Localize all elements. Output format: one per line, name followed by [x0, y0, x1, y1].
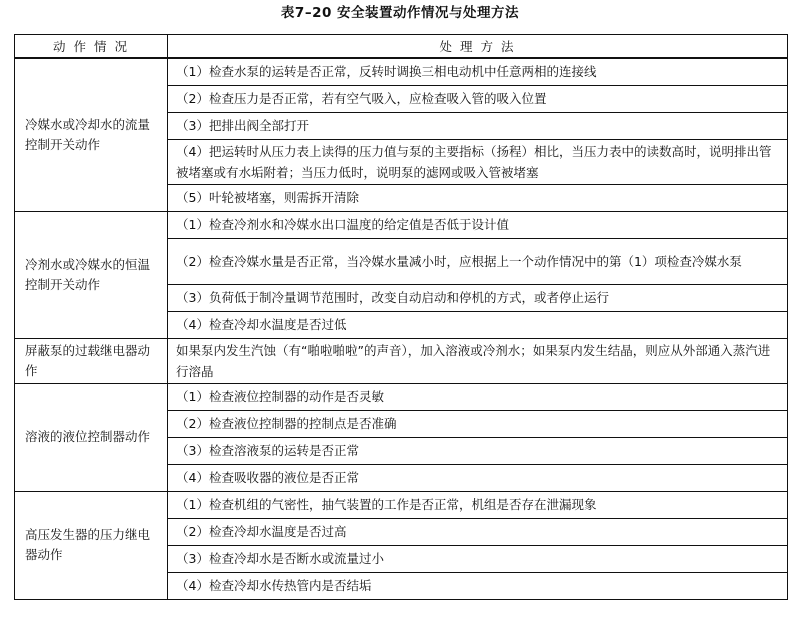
method-cell: （2）检查冷媒水量是否正常，当冷媒水量减小时，应根据上一个动作情况中的第（1）项检查冷媒水泵 [168, 238, 788, 284]
table-row [15, 383, 788, 410]
situation-cell: 屏蔽泵的过载继电器动作 [15, 338, 168, 383]
table-row [15, 491, 788, 518]
method-cell: （1）检查水泵的运转是否正常，反转时调换三相电动机中任意两相的连接线 [168, 58, 788, 85]
table-row [15, 211, 788, 238]
method-cell: （3）负荷低于制冷量调节范围时，改变自动启动和停机的方式，或者停止运行 [168, 284, 788, 311]
situation-cell: 冷剂水或冷媒水的恒温控制开关动作 [15, 211, 168, 338]
method-cell: （2）检查压力是否正常，若有空气吸入，应检查吸入管的吸入位置 [168, 85, 788, 112]
method-cell: （4）检查冷却水温度是否过低 [168, 311, 788, 338]
method-cell: （3）把排出阀全部打开 [168, 112, 788, 139]
method-cell: （4）把运转时从压力表上读得的压力值与泵的主要指标（扬程）相比，当压力表中的读数高时，说明排出管被堵塞或有水垢附着；当压力低时，说明泵的滤网或吸入管被堵塞 [168, 139, 788, 184]
table-header-row [15, 35, 788, 59]
method-cell: （1）检查冷剂水和冷媒水出口温度的给定值是否低于设计值 [168, 211, 788, 238]
method-cell: （4）检查吸收器的液位是否正常 [168, 464, 788, 491]
situation-cell: 冷媒水或冷却水的流量控制开关动作 [15, 58, 168, 211]
method-cell: （5）叶轮被堵塞，则需拆开清除 [168, 184, 788, 211]
situation-cell: 溶液的液位控制器动作 [15, 383, 168, 491]
method-cell: （1）检查机组的气密性，抽气装置的工作是否正常，机组是否存在泄漏现象 [168, 491, 788, 518]
header-situation: 动 作 情 况 [15, 35, 168, 59]
method-cell: （3）检查冷却水是否断水或流量过小 [168, 545, 788, 572]
method-cell: 如果泵内发生汽蚀（有“啪啦啪啦”的声音），加入溶液或冷剂水；如果泵内发生结晶，则应从外部通入蒸汽进行溶晶 [168, 338, 788, 383]
method-cell: （4）检查冷却水传热管内是否结垢 [168, 572, 788, 599]
situation-cell: 高压发生器的压力继电器动作 [15, 491, 168, 599]
header-method: 处 理 方 法 [168, 35, 788, 59]
method-cell: （2）检查冷却水温度是否过高 [168, 518, 788, 545]
method-cell: （1）检查液位控制器的动作是否灵敏 [168, 383, 788, 410]
method-cell: （3）检查溶液泵的运转是否正常 [168, 437, 788, 464]
safety-device-table [14, 34, 788, 600]
table-title: 表7–20 安全装置动作情况与处理方法 [280, 5, 520, 21]
table-row [15, 58, 788, 85]
method-cell: （2）检查液位控制器的控制点是否准确 [168, 410, 788, 437]
table-row [15, 338, 788, 383]
